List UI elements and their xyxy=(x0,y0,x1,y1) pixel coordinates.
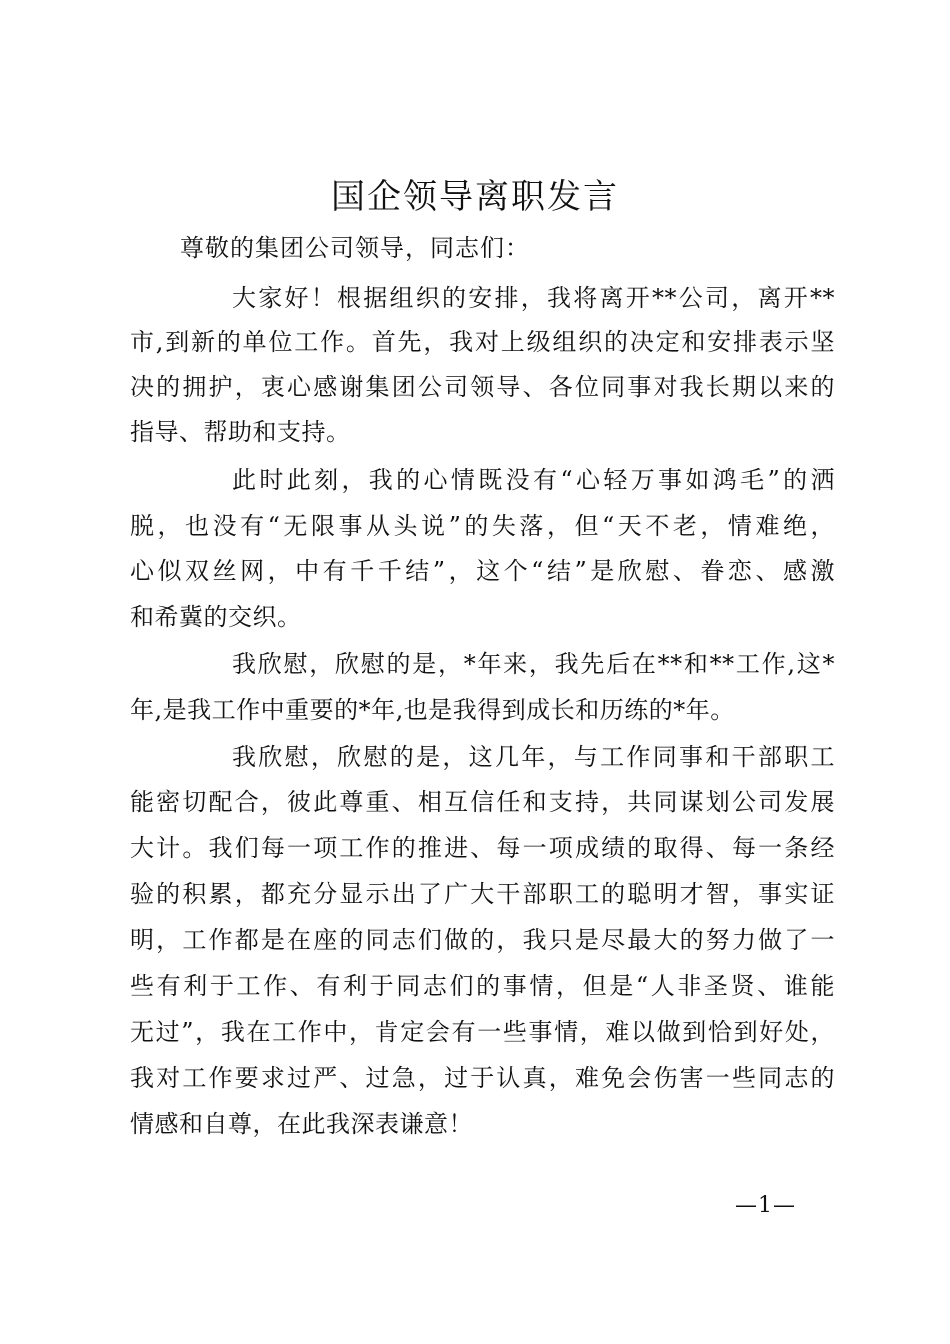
paragraph-line: 心似双丝网，中有千千结”，这个“结”是欣慰、眷恋、感激 xyxy=(130,557,835,585)
paragraph-line: 大计。我们每一项工作的推进、每一项成绩的取得、每一条经 xyxy=(130,834,835,862)
paragraph-line: 我欣慰，欣慰的是，*年来，我先后在**和**工作,这* xyxy=(232,650,835,678)
paragraph-line: 此时此刻，我的心情既没有“心轻万事如鸿毛”的洒 xyxy=(232,466,835,494)
paragraph-line: 决的拥护，衷心感谢集团公司领导、各位同事对我长期以来的 xyxy=(130,373,835,401)
paragraph-line: 能密切配合，彼此尊重、相互信任和支持，共同谋划公司发展 xyxy=(130,788,835,816)
paragraph-line: 市,到新的单位工作。首先，我对上级组织的决定和安排表示坚 xyxy=(130,328,835,356)
paragraph-line: 脱，也没有“无限事从头说”的失落，但“天不老，情难绝， xyxy=(130,512,835,540)
paragraph-line: 大家好！根据组织的安排，我将离开**公司，离开** xyxy=(232,284,835,312)
paragraph-line: 情感和自尊，在此我深表谦意！ xyxy=(130,1110,473,1138)
page-number: —1— xyxy=(735,1193,796,1218)
document-title: 国企领导离职发言 xyxy=(331,177,619,217)
paragraph-line: 验的积累，都充分显示出了广大干部职工的聪明才智，事实证 xyxy=(130,880,835,908)
paragraph-line: 和希冀的交织。 xyxy=(130,603,302,631)
salutation: 尊敬的集团公司领导，同志们： xyxy=(180,234,530,262)
paragraph-line: 我对工作要求过严、过急，过于认真，难免会伤害一些同志的 xyxy=(130,1064,835,1092)
paragraph-line: 年,是我工作中重要的*年,也是我得到成长和历练的*年。 xyxy=(130,696,735,724)
paragraph-line: 指导、帮助和支持。 xyxy=(130,418,351,446)
paragraph-line: 明，工作都是在座的同志们做的，我只是尽最大的努力做了一 xyxy=(130,926,835,954)
paragraph-line: 无过”，我在工作中，肯定会有一些事情，难以做到恰到好处， xyxy=(130,1018,835,1046)
paragraph-line: 些有利于工作、有利于同志们的事情，但是“人非圣贤、谁能 xyxy=(130,972,835,1000)
paragraph-line: 我欣慰，欣慰的是，这几年，与工作同事和干部职工 xyxy=(232,743,835,771)
